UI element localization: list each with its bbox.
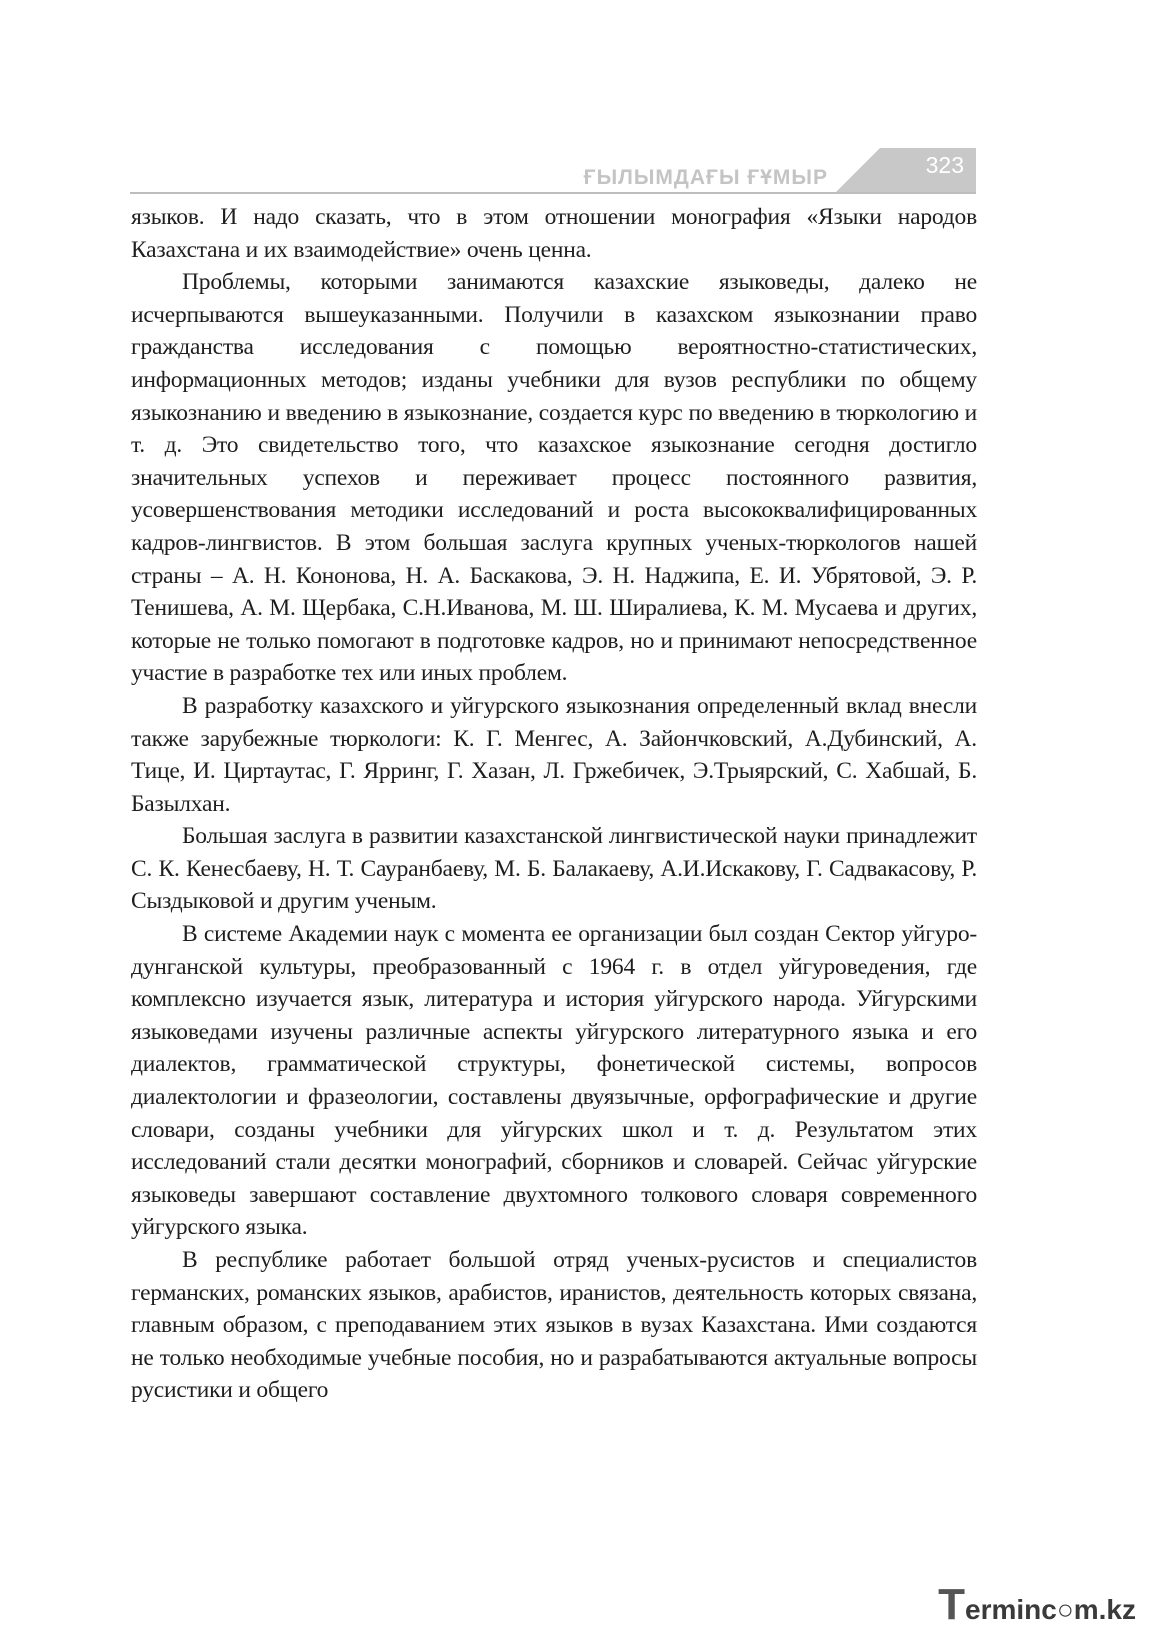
paragraph: В системе Академии наук с момента ее организации был создан Сектор уйгуро-дунганской культуры, преобразованный с 1964 г. в отдел уйгуроведения, где комплексно изучается язык, литература и история уйгурского народа. Уйгурскими языковедами изучены различные аспекты уйгурского литературного языка и его диалектов, грамматической структуры, фонетической системы, вопросов диалектологии и фразеологии, составлены двуязычные, орфографические и другие словари, созданы учебники для уйгурских школ и т. д. Результатом этих исследований стали десятки монографий, сборников и словарей. Сейчас уйгурские языковеды завершают составление двухтомного толкового словаря современного уйгурского языка.: [131, 921, 977, 1241]
header-rule: [130, 192, 976, 194]
paragraph: В республике работает большой отряд ученых-русистов и специалистов германских, романских языков, арабистов, иранистов, деятельность которых связана, главным образом, с преподаванием этих языков в вузах Казахстана. Ими создаются не только необходимые учебные пособия, но и разрабатываются актуальные вопросы русистики и общего: [131, 1247, 977, 1404]
paragraph: В разработку казахского и уйгурского языкознания определенный вклад внесли также зарубежные тюркологи: К. Г. Менгес, А. Зайончковский, А.Дубинский, А. Тице, И. Циртаутас, Г. Ярринг, Г. Хазан, Л. Гржебичек, Э.Трыярский, С. Хабшай, Б. Базылхан.: [131, 692, 977, 817]
page-number: 323: [925, 152, 964, 178]
running-header: [130, 148, 976, 198]
watermark-text: erminc○m.kz: [965, 1594, 1136, 1625]
termincom-watermark: [938, 1581, 1136, 1627]
paragraph: Большая заслуга в развитии казахстанской лингвистической науки принадлежит С. К. Кенесбаеву, Н. Т. Сауранбаеву, М. Б. Балакаеву, А.И.Искакову, Г. Садвакасову, Р. Сыздыковой и другим ученым.: [131, 823, 977, 915]
body-text: [131, 201, 977, 1407]
paragraph: языков. И надо сказать, что в этом отношении монография «Языки народов Казахстана и их взаимодействие» очень ценна.: [131, 204, 977, 263]
running-title: ҒЫЛЫМДАҒЫ ҒҰМЫР: [583, 166, 828, 189]
page-number-tab: [836, 148, 976, 192]
paragraph: Проблемы, которыми занимаются казахские языковеды, далеко не исчерпываются вышеуказанными. Получили в казахском языкознании право гражданства исследования с помощью вероятностно-статистических, информационных методов; изданы учебники для вузов республики по общему языкознанию и введению в языкознание, создается курс по введению в тюркологию и т. д. Это свидетельство того, что казахское языкознание сегодня достигло значительных успехов и переживает процесс постоянного развития, усовершенствования методики исследований и роста высококвалифицированных кадров-лингвистов. В этом большая заслуга крупных ученых-тюркологов нашей страны – А. Н. Кононова, Н. А. Баскакова, Э. Н. Наджипа, Е. И. Убрятовой, Э. Р. Тенишева, А. М. Щербака, С.Н.Иванова, М. Ш. Ширалиева, К. М. Мусаева и других, которые не только помогают в подготовке кадров, но и принимают непосредственное участие в разработке тех или иных проблем.: [131, 269, 977, 687]
watermark-initial: T: [938, 1580, 966, 1629]
